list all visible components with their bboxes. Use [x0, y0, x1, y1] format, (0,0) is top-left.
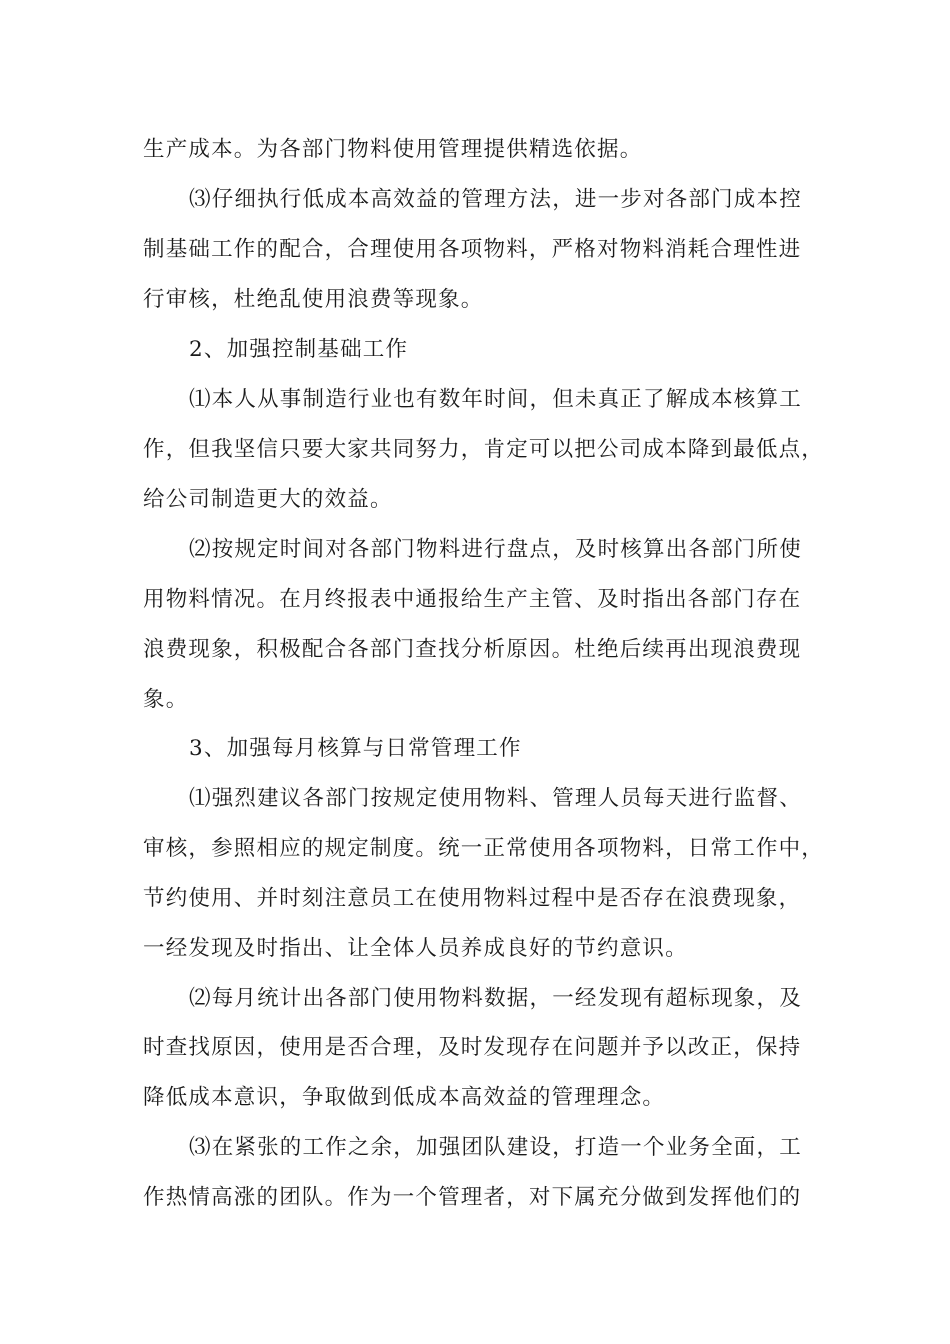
text-line: 行审核，杜绝乱使用浪费等现象。	[143, 287, 484, 312]
text-line: 生产成本。为各部门物料使用管理提供精选依据。	[143, 137, 643, 162]
text-line: 一经发现及时指出、让全体人员养成良好的节约意识。	[143, 936, 688, 961]
text-line: 象。	[143, 687, 189, 712]
text-line: ⑴强烈建议各部门按规定使用物料、管理人员每天进行监督、	[189, 786, 802, 811]
text-line: 用物料情况。在月终报表中通报给生产主管、及时指出各部门存在	[143, 587, 802, 612]
text-line: ⑵每月统计出各部门使用物料数据，一经发现有超标现象，及	[189, 986, 802, 1011]
text-line: ⑴本人从事制造行业也有数年时间，但未真正了解成本核算工	[189, 387, 802, 412]
section-heading: 2、加强控制基础工作	[189, 337, 409, 362]
text-line: 时查找原因，使用是否合理，及时发现存在问题并予以改正，保持	[143, 1035, 802, 1060]
text-line: 作热情高涨的团队。作为一个管理者，对下属充分做到发挥他们的	[143, 1185, 802, 1210]
text-line: 审核，参照相应的规定制度。统一正常使用各项物料，日常工作中，	[143, 836, 825, 861]
text-line: 作，但我坚信只要大家共同努力，肯定可以把公司成本降到最低点，	[143, 437, 825, 462]
text-line: 节约使用、并时刻注意员工在使用物料过程中是否存在浪费现象，	[143, 886, 802, 911]
text-line: 浪费现象，积极配合各部门查找分析原因。杜绝后续再出现浪费现	[143, 637, 802, 662]
section-heading: 3、加强每月核算与日常管理工作	[189, 736, 522, 761]
text-line: ⑵按规定时间对各部门物料进行盘点，及时核算出各部门所使	[189, 537, 802, 562]
text-line: 给公司制造更大的效益。	[143, 487, 393, 512]
text-line: ⑶在紧张的工作之余，加强团队建设，打造一个业务全面，工	[189, 1135, 802, 1160]
text-line: ⑶仔细执行低成本高效益的管理方法，进一步对各部门成本控	[189, 187, 802, 212]
text-line: 降低成本意识，争取做到低成本高效益的管理理念。	[143, 1085, 666, 1110]
text-line: 制基础工作的配合，合理使用各项物料，严格对物料消耗合理性进	[143, 237, 802, 262]
